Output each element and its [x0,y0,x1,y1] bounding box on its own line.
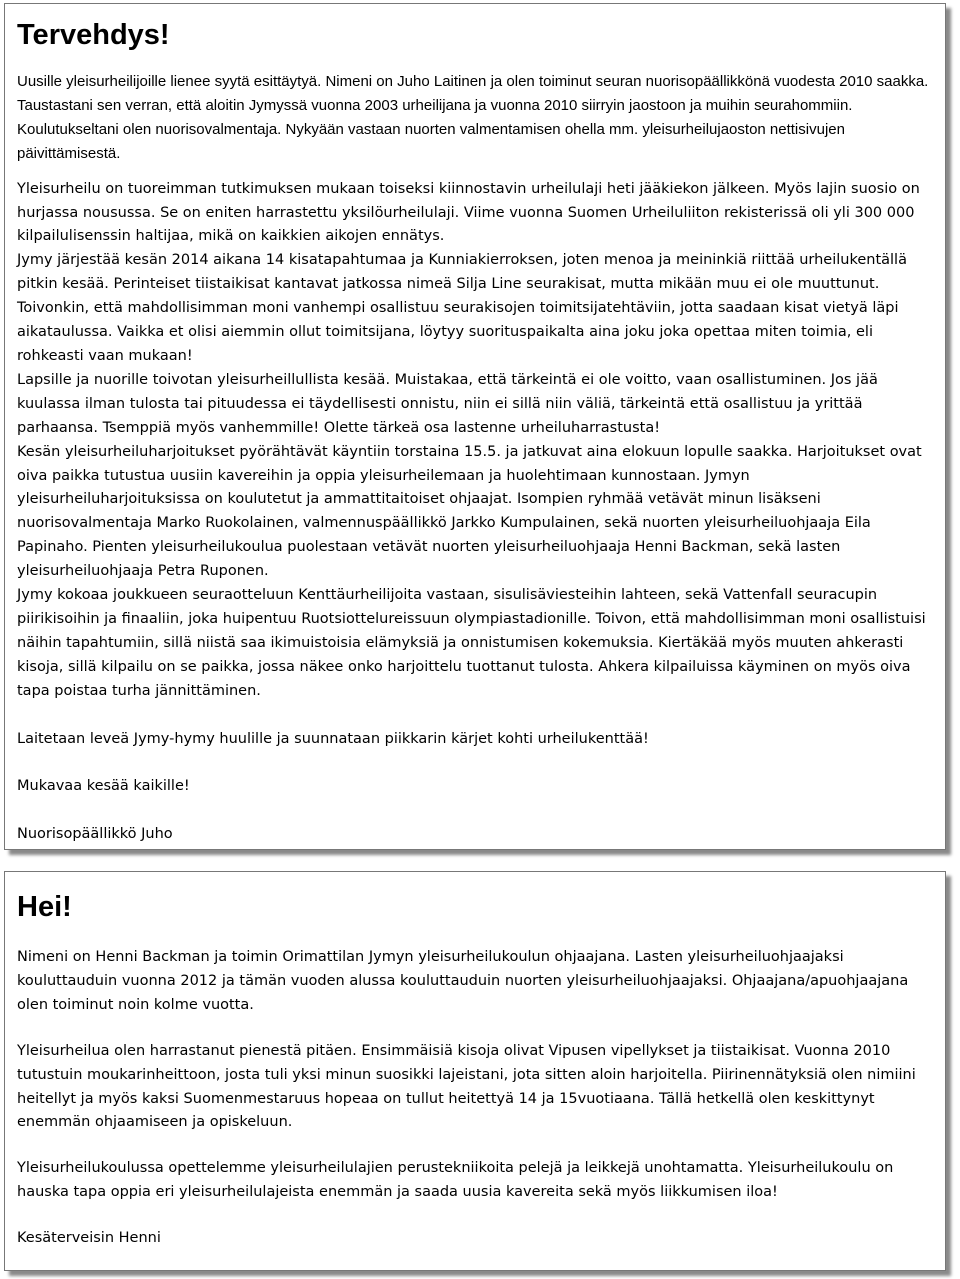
intro-paragraph: Uusille yleisurheilijoille lienee syytä esittäytyä. Nimeni on Juho Laitinen ja olen toiminut seuran nuorisopäällikkönä vuodesta 2010 saakka. Taustastani sen verran, että aloitin Jymyssä vuonna 2003 urheilijana ja vuonna 2010 siirryin jaostoon ja muihin seurahommiin. Koulutukseltani olen nuorisovalmentaja. Nykyään vastaan nuorten valmentamisen ohella mm. yleisurheilujaoston nettisivujen päivittämisestä. [17,73,929,162]
letter-heading: Hei! [17,891,72,923]
letter-heading: Tervehdys! [17,19,170,51]
paragraph: Lapsille ja nuorille toivotan yleisurheillullista kesää. Muistakaa, että tärkeintä ei ole voitto, vaan osallistuminen. Jos jää kuulassa ilman tulosta tai pituudessa ei täydellisesti onnistu, niin ei sillä niin väliä, tärkeintä että osallistuu ja yrittää parhaansa. Tsemppiä myös vanhemmille! Olette tärkeä osa lastenne urheiluharrastusta! [17,371,878,436]
paragraph: Nimeni on Henni Backman ja toimin Orimattilan Jymyn yleisurheilukoulun ohjaajana. Lasten yleisurheiluohjaajaksi kouluttauduin vuonna 2012 ja tämän vuoden alussa kouluttauduin nuorten yleisurheiluohjaajaksi. Ohjaajana/apuohjaajana olen toiminut noin kolme vuotta. [17,949,909,1013]
closing-line: Laitetaan leveä Jymy-hymy huulille ja suunnataan piikkarin kärjet kohti urheilukenttää! [17,730,649,747]
paragraph: Jymy kokoaa joukkueen seuraotteluun Kenttäurheilijoita vastaan, sisulisäviesteihin lahteen, sekä Vattenfall seuracupin piirikisoihin ja finaaliin, joka huipentuu Ruotsiottelureissuun olympiastadionille. Toivon, että mahdollisimman moni osallistuisi näihin tapahtumiin, sillä niistä saa ikimuistoisia elämyksiä ja onnistumisen kokemuksia. Kiertäkää myös muuten ahkerasti kisoja, sillä kilpailu on se paikka, jossa näkee onko harjoittelu tuottanut tulosta. Ahkera kilpailuissa käyminen on myös oiva tapa poistaa turha jännittäminen. [17,587,926,699]
signature: Nuorisopäällikkö Juho [17,826,173,843]
signature: Kesäterveisin Henni [17,1230,161,1247]
paragraph: Yleisurheilua olen harrastanut pienestä pitäen. Ensimmäisiä kisoja olivat Vipusen vipellykset ja tiistaikisat. Vuonna 2010 tutustuin moukarinheittoon, josta tuli yksi minun suosikki lajeistani, jota sitten aloin harjoitella. Piirinennätyksiä olen nimiini heitellyt ja myös kaksi Suomenmestaruus hopeaa on tullut heitettyä 14 ja 15vuotiaana. Tällä hetkellä olen keskittynyt enemmän ohjaamiseen ja opiskeluun. [17,1042,916,1131]
letter-juho [4,3,946,850]
paragraph: Jymy järjestää kesän 2014 aikana 14 kisatapahtumaa ja Kunniakierroksen, joten menoa ja meininkiä riittää urheilukentällä pitkin kesää. Perinteiset tiistaikisat kantavat jatkossa nimeä Silja Line seurakisat, mutta mikään muu ei ole muuttunut. [17,252,907,293]
paragraph: Yleisurheilu on tuoreimman tutkimuksen mukaan toiseksi kiinnostavin urheilulaji heti jääkiekon jälkeen. Myös lajin suosio on hurjassa nousussa. Se on eniten harrastettu yksilöurheilulaji. Viime vuonna Suomen Urheiluliiton rekisterissä oli yli 300 000 kilpailulisenssin haltijaa, mikä on kaikkien aikojen ennätys. [17,180,920,245]
farewell-line: Mukavaa kesää kaikille! [17,778,190,795]
paragraph: Kesän yleisurheiluharjoitukset pyörähtävät käyntiin torstaina 15.5. ja jatkuvat aina elokuun lopulle saakka. Harjoitukset ovat oiva paikka tutustua uusiin kavereihin ja oppia yleisurheilemaan ja huolehtimaan kunnostaan. Jymyn yleisurheiluharjoituksissa on koulutetut ja ammattitaitoiset ohjaajat. Isompien ryhmää vetävät minun lisäkseni nuorisovalmentaja Marko Ruokolainen, valmennuspäällikkö Jarkko Kumpulainen, sekä nuorten yleisurheiluohjaaja Eila Papinaho. Pienten yleisurheilukoulua puolestaan vetävät nuorten yleisurheiluohjaaja Henni Backman, sekä lasten yleisurheiluohjaaja Petra Ruponen. [17,443,922,580]
paragraph: Yleisurheilukoulussa opettelemme yleisurheilulajien perustekniikoita pelejä ja leikkejä unohtamatta. Yleisurheilukoulu on hauska tapa oppia eri yleisurheilulajeista enemmän ja saada uusia kavereita sekä myös liikkumisen iloa! [17,1160,894,1201]
letter-henni [4,871,946,1271]
paragraph: Toivonkin, että mahdollisimman moni vanhempi osallistuu seurakisojen toimitsijatehtäviin, jotta saadaan kisat vietyä läpi aikataulussa. Vaikka et olisi aiemmin ollut toimitsijana, löytyy suorituspaikalta aina joku joka opettaa miten toimia, eli rohkeasti vaan mukaan! [17,300,899,364]
